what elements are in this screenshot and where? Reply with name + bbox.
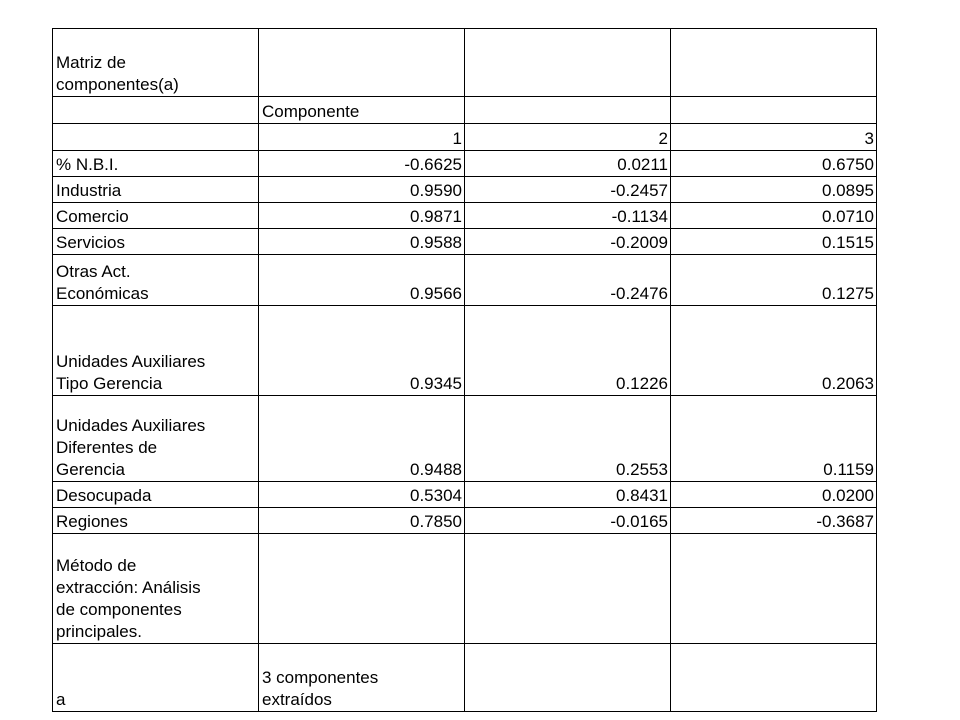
row-label: Regiones (53, 508, 259, 534)
empty-cell (259, 534, 465, 644)
value-cell: 0.1515 (671, 229, 877, 255)
table-row (53, 203, 877, 229)
table-title: Matriz de componentes(a) (53, 29, 259, 97)
row-label: Otras Act. Económicas (53, 255, 259, 306)
table-row (53, 151, 877, 177)
table-row (53, 255, 877, 306)
empty-cell (671, 534, 877, 644)
value-cell: 0.0200 (671, 482, 877, 508)
value-cell: 0.1159 (671, 396, 877, 482)
value-cell: 0.1275 (671, 255, 877, 306)
empty-cell (465, 644, 671, 712)
footnote-marker: a (53, 644, 259, 712)
table-row (53, 482, 877, 508)
component-header-row (53, 97, 877, 124)
value-cell: 0.2553 (465, 396, 671, 482)
empty-cell (53, 97, 259, 124)
value-cell: 0.5304 (259, 482, 465, 508)
value-cell: -0.1134 (465, 203, 671, 229)
table-row (53, 177, 877, 203)
column-number-1: 1 (259, 124, 465, 151)
title-row (53, 29, 877, 97)
value-cell: 0.8431 (465, 482, 671, 508)
value-cell: -0.2009 (465, 229, 671, 255)
value-cell: 0.9871 (259, 203, 465, 229)
row-label: Industria (53, 177, 259, 203)
value-cell: -0.2457 (465, 177, 671, 203)
column-number-3: 3 (671, 124, 877, 151)
empty-cell (465, 29, 671, 97)
value-cell: -0.3687 (671, 508, 877, 534)
value-cell: 0.9588 (259, 229, 465, 255)
value-cell: -0.6625 (259, 151, 465, 177)
row-label: % N.B.I. (53, 151, 259, 177)
table-row (53, 396, 877, 482)
footnote-text: 3 componentes extraídos (259, 644, 465, 712)
value-cell: 0.0211 (465, 151, 671, 177)
value-cell: -0.2476 (465, 255, 671, 306)
table-row (53, 229, 877, 255)
row-label: Comercio (53, 203, 259, 229)
value-cell: 0.9566 (259, 255, 465, 306)
value-cell: 0.9488 (259, 396, 465, 482)
extraction-method-note: Método de extracción: Análisis de componentes principales. (53, 534, 259, 644)
row-label: Unidades Auxiliares Tipo Gerencia (53, 306, 259, 396)
value-cell: 0.2063 (671, 306, 877, 396)
component-header: Componente (259, 97, 465, 124)
footnote-a-row (53, 644, 877, 712)
empty-cell (671, 29, 877, 97)
row-label: Desocupada (53, 482, 259, 508)
footnote-method-row (53, 534, 877, 644)
value-cell: 0.0895 (671, 177, 877, 203)
value-cell: 0.0710 (671, 203, 877, 229)
empty-cell (259, 29, 465, 97)
empty-cell (53, 124, 259, 151)
empty-cell (671, 97, 877, 124)
value-cell: 0.1226 (465, 306, 671, 396)
value-cell: 0.9345 (259, 306, 465, 396)
empty-cell (671, 644, 877, 712)
value-cell: 0.7850 (259, 508, 465, 534)
column-number-row (53, 124, 877, 151)
table-row (53, 306, 877, 396)
component-matrix-table (52, 28, 877, 712)
value-cell: 0.9590 (259, 177, 465, 203)
value-cell: 0.6750 (671, 151, 877, 177)
empty-cell (465, 97, 671, 124)
row-label: Unidades Auxiliares Diferentes de Gerencia (53, 396, 259, 482)
row-label: Servicios (53, 229, 259, 255)
value-cell: -0.0165 (465, 508, 671, 534)
column-number-2: 2 (465, 124, 671, 151)
empty-cell (465, 534, 671, 644)
table-row (53, 508, 877, 534)
